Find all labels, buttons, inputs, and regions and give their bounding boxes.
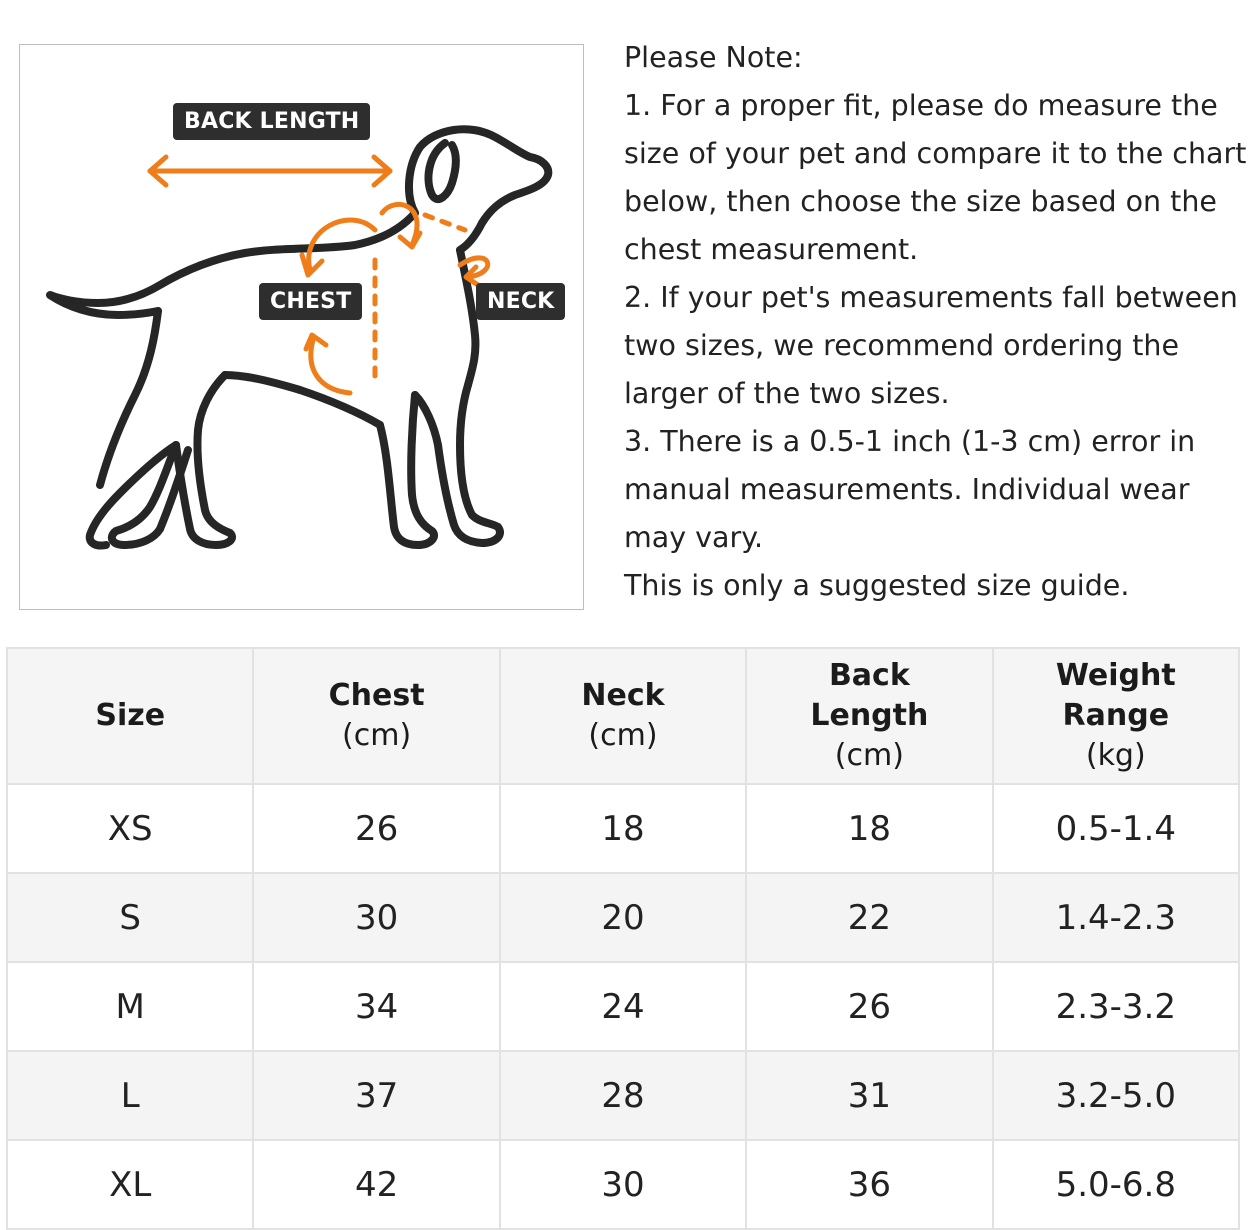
header-neck-text: Neck: [581, 678, 665, 713]
note-line: 1. For a proper fit, please do measure the: [624, 89, 1218, 122]
table-row: [7, 1140, 1239, 1229]
cell-size: S: [7, 873, 253, 962]
header-back-unit: (cm): [834, 738, 904, 773]
header-back-text-2: Length: [810, 698, 929, 733]
note-line: size of your pet and compare it to the chart: [624, 137, 1247, 170]
table-row: [7, 1051, 1239, 1140]
dog-outline: [50, 129, 548, 545]
cell-neck: 18: [500, 784, 746, 873]
cell-size: M: [7, 962, 253, 1051]
notes-heading: Please Note:: [624, 41, 803, 74]
size-chart-table: [6, 647, 1240, 1230]
table-row: [7, 873, 1239, 962]
note-line: manual measurements. Individual wear: [624, 473, 1190, 506]
cell-size: XS: [7, 784, 253, 873]
note-line: may vary.: [624, 521, 764, 554]
cell-back-length: 22: [746, 873, 992, 962]
cell-chest: 26: [253, 784, 499, 873]
note-line: larger of the two sizes.: [624, 377, 950, 410]
header-back-text: Back: [828, 658, 910, 693]
note-line: 2. If your pet's measurements fall between: [624, 281, 1238, 314]
cell-chest: 42: [253, 1140, 499, 1229]
header-size: [7, 648, 253, 784]
cell-chest: 30: [253, 873, 499, 962]
size-notes: [624, 34, 1247, 610]
cell-back-length: 26: [746, 962, 992, 1051]
back-length-label: BACK LENGTH: [173, 103, 370, 140]
cell-chest: 34: [253, 962, 499, 1051]
table-row: [7, 962, 1239, 1051]
header-chest-unit: (cm): [342, 718, 412, 753]
cell-weight-range: 3.2-5.0: [993, 1051, 1239, 1140]
header-weight-range: [993, 648, 1239, 784]
header-neck: [500, 648, 746, 784]
cell-size: XL: [7, 1140, 253, 1229]
note-line: 3. There is a 0.5-1 inch (1-3 cm) error in: [624, 425, 1196, 458]
header-back-length: [746, 648, 992, 784]
cell-neck: 28: [500, 1051, 746, 1140]
cell-neck: 24: [500, 962, 746, 1051]
cell-neck: 20: [500, 873, 746, 962]
cell-weight-range: 0.5-1.4: [993, 784, 1239, 873]
note-line: two sizes, we recommend ordering the: [624, 329, 1180, 362]
cell-weight-range: 5.0-6.8: [993, 1140, 1239, 1229]
header-weight-text-2: Range: [1062, 698, 1170, 733]
cell-weight-range: 2.3-3.2: [993, 962, 1239, 1051]
dog-measurement-diagram: [19, 44, 584, 610]
note-line: chest measurement.: [624, 233, 919, 266]
cell-back-length: 36: [746, 1140, 992, 1229]
neck-label: NECK: [476, 283, 565, 320]
header-neck-unit: (cm): [588, 718, 658, 753]
table-header-row: [7, 648, 1239, 784]
cell-back-length: 18: [746, 784, 992, 873]
cell-neck: 30: [500, 1140, 746, 1229]
header-chest-text: Chest: [328, 678, 425, 713]
note-line: below, then choose the size based on the: [624, 185, 1217, 218]
table-row: [7, 784, 1239, 873]
cell-size: L: [7, 1051, 253, 1140]
header-weight-text: Weight: [1055, 658, 1176, 693]
back-length-arrow: [150, 157, 390, 185]
cell-chest: 37: [253, 1051, 499, 1140]
header-size-text: Size: [95, 698, 166, 733]
note-line: This is only a suggested size guide.: [624, 569, 1130, 602]
chest-label: CHEST: [259, 283, 362, 320]
cell-weight-range: 1.4-2.3: [993, 873, 1239, 962]
cell-back-length: 31: [746, 1051, 992, 1140]
header-chest: [253, 648, 499, 784]
header-weight-unit: (kg): [1085, 738, 1146, 773]
